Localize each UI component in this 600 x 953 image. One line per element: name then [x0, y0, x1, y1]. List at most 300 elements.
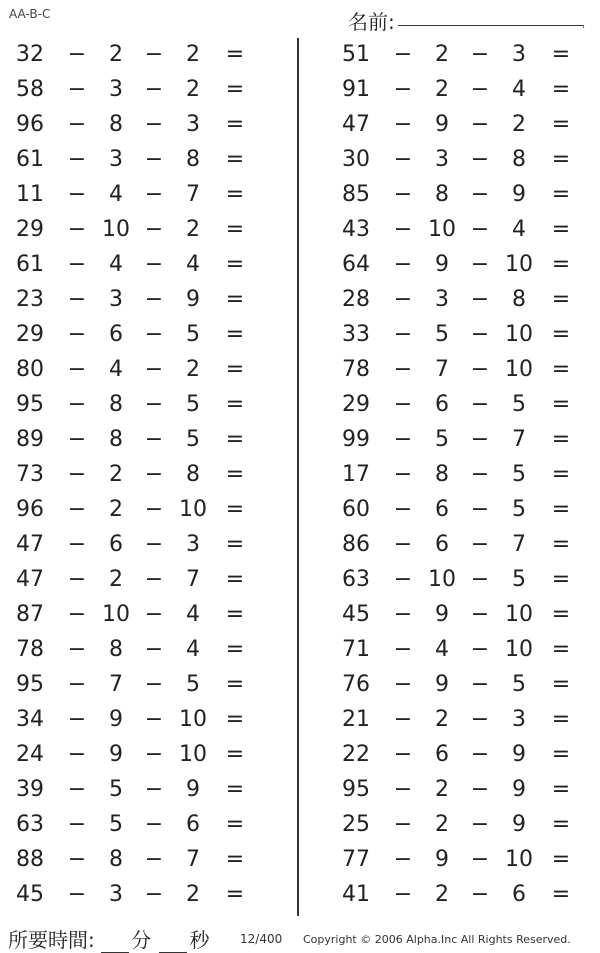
minus-sign: −	[67, 287, 87, 312]
minus-sign: −	[393, 287, 413, 312]
minus-sign: −	[470, 812, 490, 837]
subtrahend-1: 6	[435, 392, 449, 417]
subtrahend-1: 9	[109, 707, 123, 732]
subtrahend-1: 3	[109, 77, 123, 102]
minus-sign: −	[67, 77, 87, 102]
subtrahend-2: 4	[186, 637, 200, 662]
subtrahend-2: 10	[179, 707, 207, 732]
equals-sign: =	[551, 147, 571, 172]
subtrahend-2: 2	[512, 112, 526, 137]
minus-sign: −	[470, 287, 490, 312]
subtrahend-2: 9	[186, 287, 200, 312]
minus-sign: −	[144, 777, 164, 802]
minus-sign: −	[470, 357, 490, 382]
equals-sign: =	[225, 812, 245, 837]
minuend: 47	[16, 567, 44, 592]
minus-sign: −	[67, 497, 87, 522]
minuend: 77	[342, 847, 370, 872]
minus-sign: −	[144, 112, 164, 137]
minus-sign: −	[144, 252, 164, 277]
equals-sign: =	[551, 602, 571, 627]
minus-sign: −	[67, 567, 87, 592]
minuend: 76	[342, 672, 370, 697]
minuend: 61	[16, 147, 44, 172]
equals-sign: =	[225, 147, 245, 172]
minuend: 41	[342, 882, 370, 907]
minus-sign: −	[144, 322, 164, 347]
minus-sign: −	[470, 637, 490, 662]
equals-sign: =	[551, 742, 571, 767]
minus-sign: −	[144, 392, 164, 417]
minus-sign: −	[393, 777, 413, 802]
minuend: 88	[16, 847, 44, 872]
equals-sign: =	[225, 777, 245, 802]
subtrahend-1: 5	[109, 777, 123, 802]
subtrahend-1: 8	[109, 427, 123, 452]
minus-sign: −	[67, 847, 87, 872]
minus-sign: −	[393, 847, 413, 872]
subtrahend-1: 2	[435, 77, 449, 102]
minus-sign: −	[470, 777, 490, 802]
equals-sign: =	[551, 42, 571, 67]
equals-sign: =	[225, 742, 245, 767]
minus-sign: −	[67, 882, 87, 907]
subtrahend-1: 5	[435, 322, 449, 347]
minus-sign: −	[67, 672, 87, 697]
minuend: 85	[342, 182, 370, 207]
equals-sign: =	[225, 672, 245, 697]
minuend: 60	[342, 497, 370, 522]
minus-sign: −	[67, 42, 87, 67]
minus-sign: −	[393, 182, 413, 207]
equals-sign: =	[225, 497, 245, 522]
subtrahend-1: 2	[435, 42, 449, 67]
minus-sign: −	[144, 637, 164, 662]
equals-sign: =	[225, 637, 245, 662]
minuend: 51	[342, 42, 370, 67]
equals-sign: =	[551, 497, 571, 522]
minus-sign: −	[393, 637, 413, 662]
minus-sign: −	[470, 847, 490, 872]
minuend: 91	[342, 77, 370, 102]
minuend: 58	[16, 77, 44, 102]
equals-sign: =	[551, 392, 571, 417]
column-divider	[297, 38, 299, 916]
minus-sign: −	[393, 462, 413, 487]
minuend: 86	[342, 532, 370, 557]
subtrahend-2: 3	[186, 532, 200, 557]
name-dot: .	[582, 20, 586, 31]
equals-sign: =	[225, 567, 245, 592]
minuend: 45	[16, 882, 44, 907]
minus-sign: −	[67, 147, 87, 172]
minuend: 43	[342, 217, 370, 242]
subtrahend-2: 9	[512, 812, 526, 837]
equals-sign: =	[225, 392, 245, 417]
minus-sign: −	[144, 217, 164, 242]
subtrahend-2: 5	[512, 567, 526, 592]
minus-sign: −	[67, 637, 87, 662]
subtrahend-1: 3	[435, 287, 449, 312]
minus-sign: −	[470, 147, 490, 172]
subtrahend-1: 6	[109, 322, 123, 347]
subtrahend-1: 5	[435, 427, 449, 452]
minus-sign: −	[393, 742, 413, 767]
subtrahend-2: 5	[186, 427, 200, 452]
subtrahend-2: 5	[512, 672, 526, 697]
subtrahend-1: 3	[109, 147, 123, 172]
equals-sign: =	[225, 602, 245, 627]
equals-sign: =	[225, 707, 245, 732]
subtrahend-1: 8	[109, 392, 123, 417]
equals-sign: =	[225, 112, 245, 137]
equals-sign: =	[551, 637, 571, 662]
subtrahend-2: 5	[512, 392, 526, 417]
minuend: 61	[16, 252, 44, 277]
minuend: 34	[16, 707, 44, 732]
minus-sign: −	[393, 567, 413, 592]
minuend: 29	[342, 392, 370, 417]
equals-sign: =	[225, 217, 245, 242]
minus-sign: −	[144, 147, 164, 172]
minus-sign: −	[67, 777, 87, 802]
minus-sign: −	[67, 812, 87, 837]
subtrahend-1: 3	[109, 882, 123, 907]
equals-sign: =	[225, 847, 245, 872]
minus-sign: −	[67, 707, 87, 732]
minuend: 80	[16, 357, 44, 382]
name-label: 名前:	[348, 10, 395, 34]
minuend: 30	[342, 147, 370, 172]
minuend: 29	[16, 217, 44, 242]
subtrahend-1: 9	[435, 847, 449, 872]
minuend: 21	[342, 707, 370, 732]
minuend: 11	[16, 182, 44, 207]
equals-sign: =	[551, 182, 571, 207]
subtrahend-1: 10	[428, 567, 456, 592]
subtrahend-1: 8	[109, 112, 123, 137]
minus-sign: −	[393, 497, 413, 522]
subtrahend-1: 10	[102, 217, 130, 242]
equals-sign: =	[225, 532, 245, 557]
equals-sign: =	[225, 462, 245, 487]
subtrahend-1: 4	[435, 637, 449, 662]
minus-sign: −	[470, 742, 490, 767]
subtrahend-2: 10	[505, 322, 533, 347]
minus-sign: −	[144, 497, 164, 522]
equals-sign: =	[551, 707, 571, 732]
minus-sign: −	[393, 392, 413, 417]
minus-sign: −	[470, 252, 490, 277]
minuend: 95	[16, 392, 44, 417]
equals-sign: =	[551, 112, 571, 137]
subtrahend-1: 10	[102, 602, 130, 627]
subtrahend-2: 3	[512, 42, 526, 67]
page-number: 12/400	[240, 932, 283, 946]
minus-sign: −	[393, 707, 413, 732]
subtrahend-2: 10	[505, 847, 533, 872]
minus-sign: −	[470, 42, 490, 67]
minuend: 78	[342, 357, 370, 382]
subtrahend-2: 4	[186, 252, 200, 277]
subtrahend-1: 6	[435, 497, 449, 522]
minus-sign: −	[144, 532, 164, 557]
subtrahend-1: 3	[109, 287, 123, 312]
equals-sign: =	[551, 672, 571, 697]
minus-sign: −	[393, 672, 413, 697]
equals-sign: =	[551, 252, 571, 277]
minus-sign: −	[144, 707, 164, 732]
worksheet-code: AA-B-C	[9, 7, 51, 21]
subtrahend-1: 7	[435, 357, 449, 382]
minus-sign: −	[470, 217, 490, 242]
minuend: 89	[16, 427, 44, 452]
subtrahend-2: 9	[512, 182, 526, 207]
subtrahend-2: 4	[186, 602, 200, 627]
minus-sign: −	[470, 567, 490, 592]
subtrahend-2: 10	[505, 602, 533, 627]
minus-sign: −	[393, 427, 413, 452]
minus-sign: −	[67, 602, 87, 627]
minuend: 32	[16, 42, 44, 67]
equals-sign: =	[551, 427, 571, 452]
minus-sign: −	[67, 252, 87, 277]
subtrahend-2: 7	[512, 532, 526, 557]
subtrahend-2: 2	[186, 77, 200, 102]
minus-sign: −	[470, 322, 490, 347]
subtrahend-2: 7	[186, 847, 200, 872]
subtrahend-1: 6	[435, 742, 449, 767]
subtrahend-2: 8	[186, 462, 200, 487]
minus-sign: −	[144, 42, 164, 67]
minus-sign: −	[144, 77, 164, 102]
equals-sign: =	[551, 532, 571, 557]
minuend: 96	[16, 112, 44, 137]
copyright: Copyright © 2006 Alpha.Inc All Rights Reserved.	[303, 933, 571, 946]
minuend: 63	[16, 812, 44, 837]
minus-sign: −	[67, 112, 87, 137]
minuend: 64	[342, 252, 370, 277]
equals-sign: =	[225, 357, 245, 382]
subtrahend-1: 5	[109, 812, 123, 837]
subtrahend-2: 7	[186, 567, 200, 592]
minus-sign: −	[67, 217, 87, 242]
minus-sign: −	[393, 882, 413, 907]
subtrahend-1: 2	[435, 812, 449, 837]
subtrahend-1: 4	[109, 357, 123, 382]
subtrahend-2: 4	[512, 217, 526, 242]
subtrahend-2: 7	[512, 427, 526, 452]
minus-sign: −	[393, 217, 413, 242]
minuend: 28	[342, 287, 370, 312]
minus-sign: −	[144, 602, 164, 627]
minus-sign: −	[470, 497, 490, 522]
minuend: 23	[16, 287, 44, 312]
subtrahend-1: 9	[435, 252, 449, 277]
equals-sign: =	[225, 287, 245, 312]
minus-sign: −	[67, 322, 87, 347]
minus-sign: −	[67, 462, 87, 487]
equals-sign: =	[551, 567, 571, 592]
subtrahend-2: 10	[505, 357, 533, 382]
subtrahend-2: 3	[512, 707, 526, 732]
minuend: 63	[342, 567, 370, 592]
minus-sign: −	[67, 182, 87, 207]
minus-sign: −	[393, 42, 413, 67]
minus-sign: −	[67, 392, 87, 417]
name-field[interactable]	[398, 25, 584, 26]
minus-sign: −	[470, 462, 490, 487]
subtrahend-1: 2	[435, 882, 449, 907]
subtrahend-2: 2	[186, 357, 200, 382]
minus-sign: −	[470, 707, 490, 732]
minus-sign: −	[144, 357, 164, 382]
equals-sign: =	[551, 847, 571, 872]
minus-sign: −	[470, 77, 490, 102]
minus-sign: −	[470, 602, 490, 627]
minutes-unit: 分	[131, 928, 152, 952]
minus-sign: −	[470, 532, 490, 557]
minus-sign: −	[470, 112, 490, 137]
minuend: 78	[16, 637, 44, 662]
subtrahend-2: 5	[186, 392, 200, 417]
minus-sign: −	[393, 812, 413, 837]
minus-sign: −	[393, 252, 413, 277]
subtrahend-1: 9	[435, 672, 449, 697]
minuend: 87	[16, 602, 44, 627]
minus-sign: −	[144, 567, 164, 592]
minus-sign: −	[393, 77, 413, 102]
minus-sign: −	[67, 532, 87, 557]
minuend: 17	[342, 462, 370, 487]
minuend: 25	[342, 812, 370, 837]
minus-sign: −	[393, 602, 413, 627]
minus-sign: −	[67, 427, 87, 452]
equals-sign: =	[551, 777, 571, 802]
subtrahend-1: 8	[109, 637, 123, 662]
minus-sign: −	[470, 672, 490, 697]
minus-sign: −	[144, 882, 164, 907]
subtrahend-1: 10	[428, 217, 456, 242]
subtrahend-2: 5	[512, 497, 526, 522]
equals-sign: =	[551, 812, 571, 837]
minus-sign: −	[67, 357, 87, 382]
minuend: 24	[16, 742, 44, 767]
time-taken	[8, 924, 211, 953]
equals-sign: =	[551, 322, 571, 347]
subtrahend-1: 6	[109, 532, 123, 557]
subtrahend-2: 4	[512, 77, 526, 102]
minus-sign: −	[470, 392, 490, 417]
minuend: 96	[16, 497, 44, 522]
seconds-blank[interactable]	[159, 932, 187, 953]
minus-sign: −	[144, 182, 164, 207]
subtrahend-1: 2	[435, 777, 449, 802]
subtrahend-2: 9	[512, 777, 526, 802]
minuend: 71	[342, 637, 370, 662]
minus-sign: −	[470, 427, 490, 452]
equals-sign: =	[225, 882, 245, 907]
subtrahend-2: 10	[505, 252, 533, 277]
minus-sign: −	[393, 322, 413, 347]
subtrahend-1: 8	[435, 462, 449, 487]
minuend: 95	[16, 672, 44, 697]
subtrahend-2: 8	[512, 287, 526, 312]
minuend: 29	[16, 322, 44, 347]
subtrahend-1: 4	[109, 252, 123, 277]
minus-sign: −	[144, 742, 164, 767]
minuend: 47	[16, 532, 44, 557]
subtrahend-1: 9	[109, 742, 123, 767]
subtrahend-2: 10	[179, 497, 207, 522]
minutes-blank[interactable]	[101, 932, 129, 953]
subtrahend-2: 9	[186, 777, 200, 802]
minuend: 45	[342, 602, 370, 627]
subtrahend-2: 9	[512, 742, 526, 767]
minus-sign: −	[144, 672, 164, 697]
subtrahend-1: 7	[109, 672, 123, 697]
minus-sign: −	[144, 812, 164, 837]
equals-sign: =	[225, 42, 245, 67]
equals-sign: =	[551, 217, 571, 242]
subtrahend-2: 5	[512, 462, 526, 487]
subtrahend-1: 2	[109, 567, 123, 592]
minuend: 95	[342, 777, 370, 802]
subtrahend-1: 8	[435, 182, 449, 207]
subtrahend-1: 2	[435, 707, 449, 732]
subtrahend-1: 3	[435, 147, 449, 172]
subtrahend-1: 9	[435, 602, 449, 627]
minuend: 33	[342, 322, 370, 347]
subtrahend-2: 5	[186, 322, 200, 347]
minus-sign: −	[67, 742, 87, 767]
subtrahend-2: 2	[186, 217, 200, 242]
subtrahend-1: 4	[109, 182, 123, 207]
subtrahend-2: 5	[186, 672, 200, 697]
equals-sign: =	[225, 427, 245, 452]
minus-sign: −	[393, 357, 413, 382]
subtrahend-2: 6	[512, 882, 526, 907]
subtrahend-2: 10	[179, 742, 207, 767]
minuend: 73	[16, 462, 44, 487]
subtrahend-2: 2	[186, 42, 200, 67]
subtrahend-2: 8	[186, 147, 200, 172]
subtrahend-2: 3	[186, 112, 200, 137]
seconds-unit: 秒	[189, 928, 210, 952]
minuend: 39	[16, 777, 44, 802]
subtrahend-1: 6	[435, 532, 449, 557]
minus-sign: −	[144, 287, 164, 312]
subtrahend-1: 2	[109, 497, 123, 522]
equals-sign: =	[551, 882, 571, 907]
minus-sign: −	[393, 532, 413, 557]
minuend: 47	[342, 112, 370, 137]
subtrahend-1: 8	[109, 847, 123, 872]
minus-sign: −	[393, 112, 413, 137]
minuend: 99	[342, 427, 370, 452]
minus-sign: −	[393, 147, 413, 172]
minus-sign: −	[144, 427, 164, 452]
equals-sign: =	[551, 357, 571, 382]
equals-sign: =	[551, 287, 571, 312]
minus-sign: −	[470, 182, 490, 207]
subtrahend-2: 10	[505, 637, 533, 662]
time-label: 所要時間:	[8, 928, 95, 952]
subtrahend-1: 9	[435, 112, 449, 137]
equals-sign: =	[225, 77, 245, 102]
equals-sign: =	[551, 77, 571, 102]
subtrahend-1: 2	[109, 42, 123, 67]
